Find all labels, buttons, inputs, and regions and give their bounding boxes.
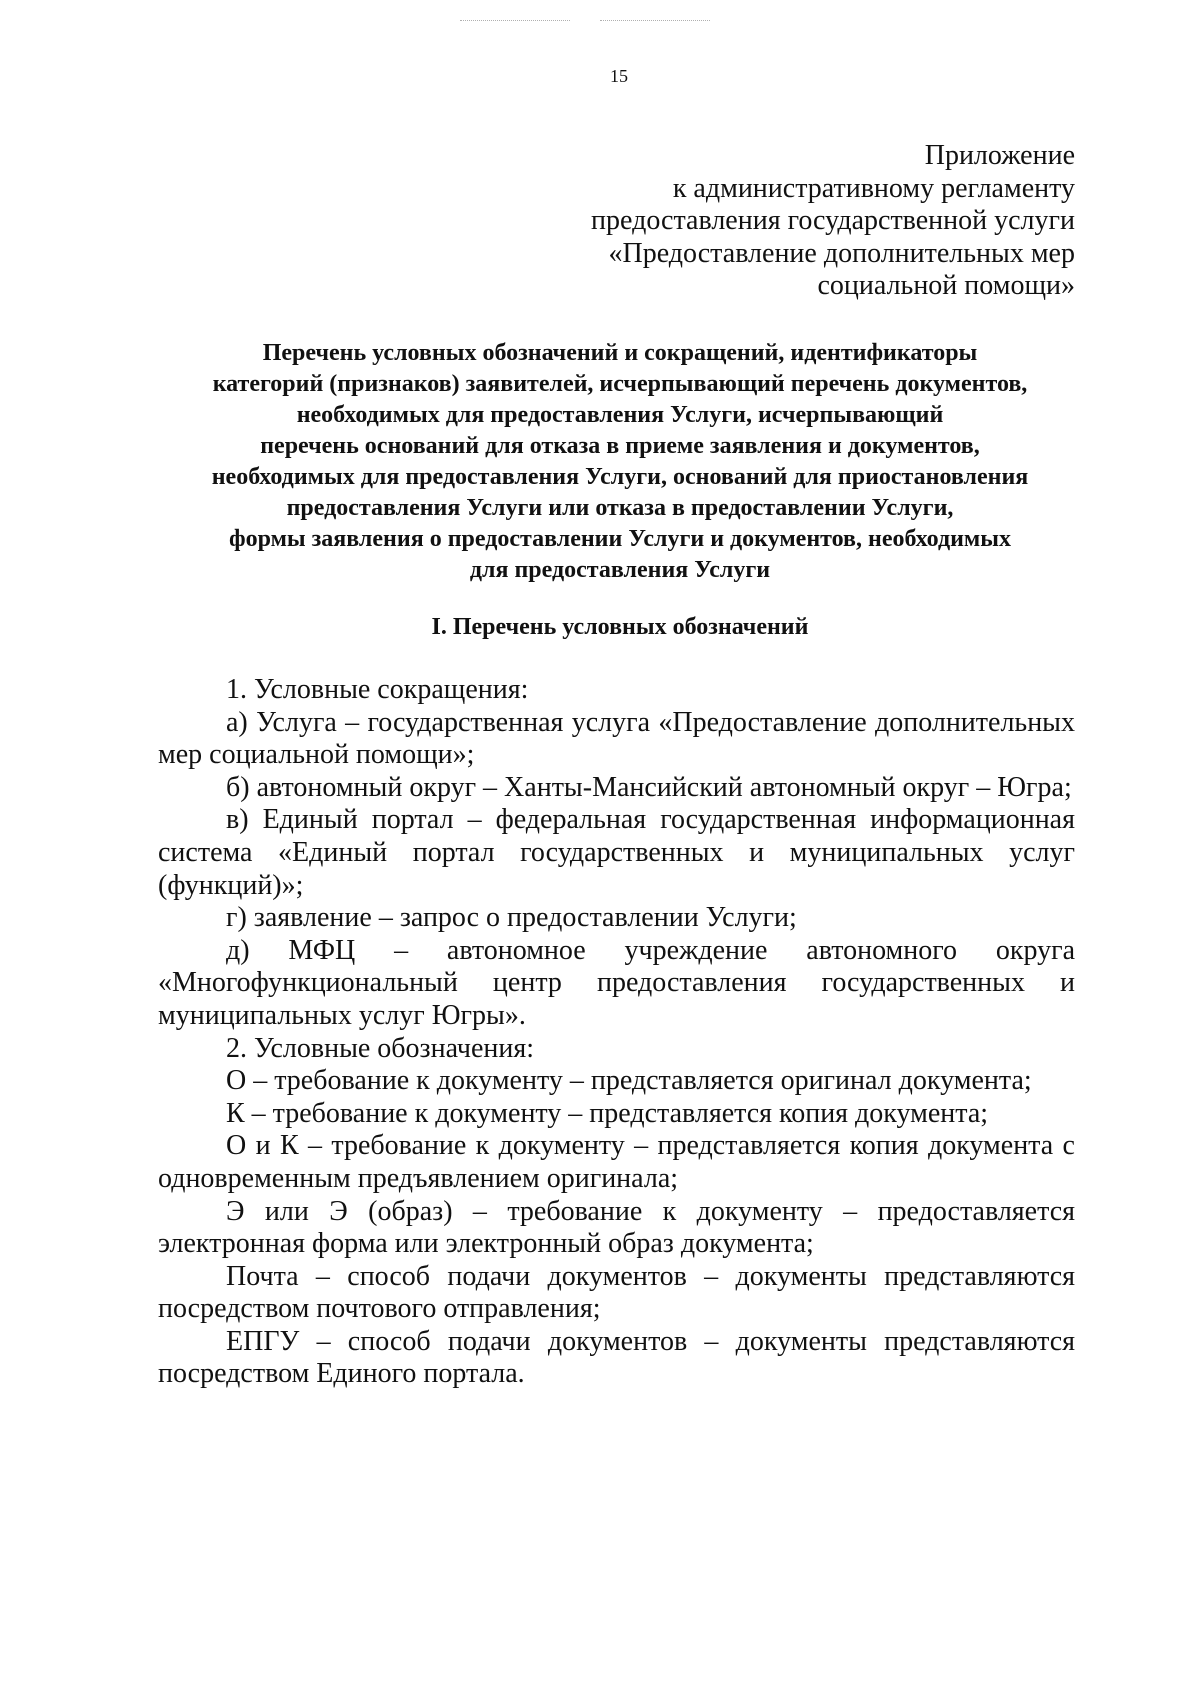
- section-body: [158, 674, 1075, 1391]
- paragraph: 2. Условные обозначения:: [226, 1032, 535, 1064]
- title-line: необходимых для предоставления Услуги, оснований для приостановления: [211, 464, 1029, 490]
- paragraph: О и К – требование к документу – представляется копия документа с одновременным предъявлением оригинала;: [158, 1130, 1075, 1194]
- appendix-header: [591, 140, 1075, 303]
- document-title: [110, 338, 1130, 586]
- title-line: Перечень условных обозначений и сокращений, идентификаторы: [262, 340, 978, 366]
- paragraph: в) Единый портал – федеральная государственная информационная система «Единый портал государственных и муниципальных услуг (функций)»;: [158, 804, 1075, 901]
- appendix-line: Приложение: [924, 140, 1075, 171]
- paragraph: 1. Условные сокращения:: [226, 674, 529, 705]
- paragraph: б) автономный округ – Ханты-Мансийский автономный округ – Югра;: [226, 771, 1072, 803]
- paragraph: К – требование к документу – представляется копия документа;: [226, 1097, 989, 1129]
- title-line: формы заявления о предоставлении Услуги и документов, необходимых: [228, 526, 1012, 552]
- title-line: категорий (признаков) заявителей, исчерпывающий перечень документов,: [212, 371, 1028, 397]
- paragraph: а) Услуга – государственная услуга «Предоставление дополнительных мер социальной помощи»;: [158, 706, 1075, 771]
- paragraph: Почта – способ подачи документов – документы представляются посредством почтового отправления;: [158, 1260, 1075, 1325]
- paragraph: О – требование к документу – представляется оригинал документа;: [226, 1065, 1032, 1097]
- appendix-line: социальной помощи»: [817, 270, 1075, 301]
- title-line: необходимых для предоставления Услуги, исчерпывающий: [296, 402, 944, 428]
- appendix-line: к административному регламенту: [672, 172, 1075, 204]
- title-line: предоставления Услуги или отказа в предоставлении Услуги,: [286, 495, 954, 521]
- scan-noise-decoration: [460, 10, 740, 40]
- paragraph: ЕПГУ – способ подачи документов – документы представляются посредством Единого портала.: [158, 1325, 1075, 1390]
- appendix-line: предоставления государственной услуги: [591, 205, 1075, 236]
- paragraph: д) МФЦ – автономное учреждение автономного округа «Многофункциональный центр предоставления государственных и муниципальных услуг Югры».: [158, 934, 1075, 1031]
- paragraph: Э или Э (образ) – требование к документу – предоставляется электронная форма или электронный образ документа;: [158, 1195, 1075, 1260]
- appendix-line: «Предоставление дополнительных мер: [608, 237, 1075, 269]
- section-heading: I. Перечень условных обозначений: [431, 614, 809, 640]
- paragraph: г) заявление – запрос о предоставлении Услуги;: [226, 902, 797, 934]
- title-line: перечень оснований для отказа в приеме заявления и документов,: [260, 433, 980, 459]
- title-line: для предоставления Услуги: [469, 557, 771, 583]
- page-number: 15: [610, 66, 628, 86]
